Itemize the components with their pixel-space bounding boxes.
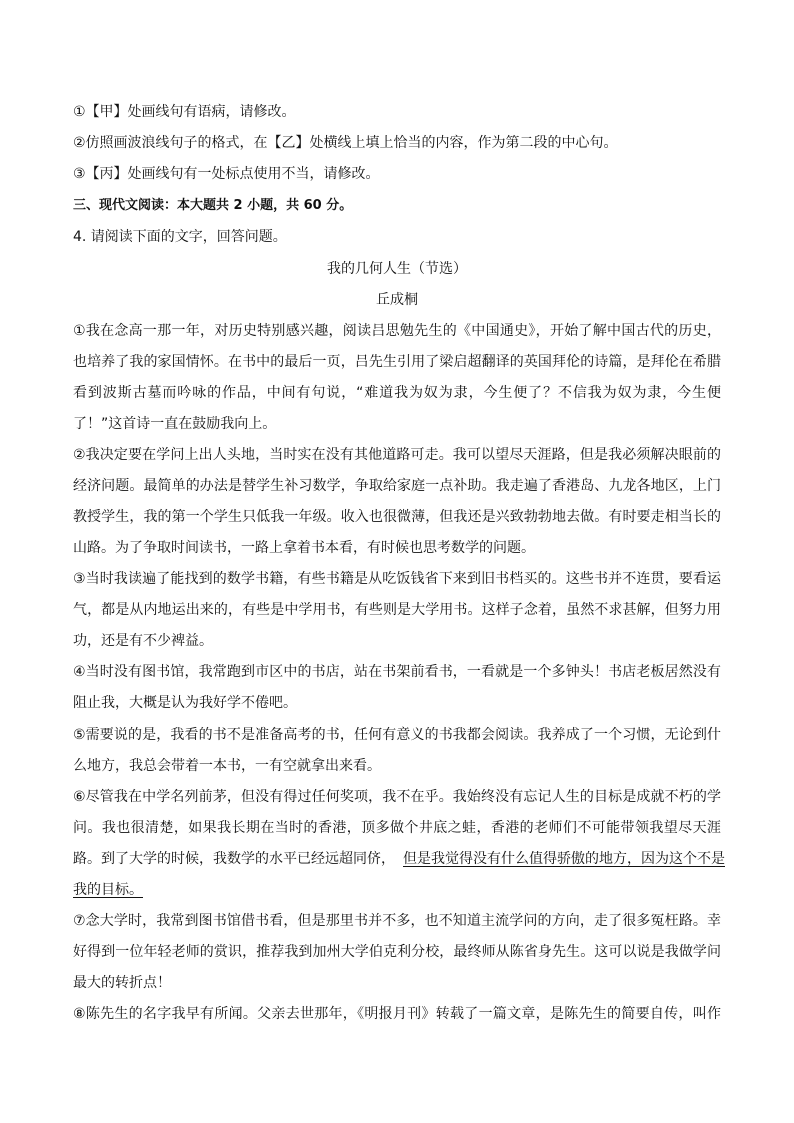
question-3: ③【丙】处画线句有一处标点使用不当，请修改。 bbox=[73, 166, 380, 182]
section-instruction: 4. 请阅读下面的文字，回答问题。 bbox=[73, 229, 287, 245]
paragraph-2-line-3: 教授学生，我的第一个学生只低我一年级。收入也很微薄，但我还是兴致勃勃地去做。有时要走相当长的 bbox=[73, 509, 721, 525]
paragraph-7-line-3: 最大的转折点！ bbox=[73, 975, 171, 991]
paragraph-6-line-4 bbox=[73, 880, 721, 900]
paragraph-3-line-3: 功，还是有不少裨益。 bbox=[73, 633, 213, 649]
paragraph-5-line-2: 么地方，我总会带着一本书，一有空就拿出来看。 bbox=[73, 758, 381, 774]
paragraph-1-line-1: ①我在念高一那一年，对历史特别感兴趣，阅读吕思勉先生的《中国通史》，开始了解中国古代的历史， bbox=[73, 323, 721, 339]
article-author: 丘成桐 bbox=[376, 292, 418, 308]
paragraph-4-line-2: 阻止我，大概是认为我好学不倦吧。 bbox=[73, 695, 297, 711]
paragraph-3-line-2: 气，都是从内地运出来的，有些是中学用书，有些则是大学用书。这样子念着，虽然不求甚解，但努力用 bbox=[73, 602, 721, 618]
paragraph-8-line-1: ⑧陈先生的名字我早有所闻。父亲去世那年，《明报月刊》转载了一篇文章，是陈先生的简要自传，叫作 bbox=[73, 1006, 721, 1022]
paragraph-4-line-1: ④当时没有图书馆，我常跑到市区中的书店，站在书架前看书，一看就是一个多钟头！书店老板居然没有 bbox=[73, 664, 721, 680]
question-2: ②仿照画波浪线句子的格式，在【乙】处横线上填上恰当的内容，作为第二段的中心句。 bbox=[73, 135, 618, 151]
underlined-sentence: 但是我觉得没有什么值得骄傲的地方，因为这个不是 bbox=[403, 851, 725, 867]
paragraph-1-line-3: 看到波斯古墓而吟咏的作品，中间有句说，“难道我为奴为隶，今生便了？不信我为奴为隶，今生便 bbox=[73, 385, 721, 401]
underlined-sentence-end: 我的目标。 bbox=[73, 882, 143, 898]
paragraph-2-line-4: 山路。为了争取时间读书，一路上拿着书本看，有时候也思考数学的问题。 bbox=[73, 540, 535, 556]
question-1: ①【甲】处画线句有语病，请修改。 bbox=[73, 104, 296, 120]
paragraph-7-line-2: 好得到一位年轻老师的赏识，推荐我到加州大学伯克利分校，最终师从陈省身先生。这可以说是我做学问 bbox=[73, 944, 721, 960]
paragraph-3-line-1: ③当时我读遍了能找到的数学书籍，有些书籍是从吃饭钱省下来到旧书档买的。这些书并不连贯，要看运 bbox=[73, 571, 721, 587]
article-title: 我的几何人生（节选） bbox=[327, 261, 467, 277]
paragraph-6-line-1: ⑥尽管我在中学名列前茅，但没有得过任何奖项，我不在乎。我始终没有忘记人生的目标是成就不朽的学 bbox=[73, 789, 721, 805]
paragraph-6-line-3 bbox=[73, 849, 725, 869]
paragraph-1-line-4: 了！”这首诗一直在鼓励我向上。 bbox=[73, 416, 277, 432]
paragraph-6-line-2: 问。我也很清楚，如果我长期在当时的香港，顶多做个井底之蛙，香港的老师们不可能带领我望尽天涯 bbox=[73, 820, 721, 836]
paragraph-2-line-1: ②我决定要在学问上出人头地，当时实在没有其他道路可走。我可以望尽天涯路，但是我必须解决眼前的 bbox=[73, 447, 721, 463]
paragraph-2-line-2: 经济问题。最简单的办法是替学生补习数学，争取给家庭一点补助。我走遍了香港岛、九龙各地区，上门 bbox=[73, 478, 721, 494]
paragraph-7-line-1: ⑦念大学时，我常到图书馆借书看，但是那里书并不多，也不知道主流学问的方向，走了很多冤枉路。幸 bbox=[73, 913, 721, 929]
section-heading: 三、现代文阅读：本大题共 2 小题，共 60 分。 bbox=[73, 198, 353, 213]
paragraph-1-line-2: 也培养了我的家国情怀。在书中的最后一页，吕先生引用了梁启超翻译的英国拜伦的诗篇，是拜伦在希腊 bbox=[73, 354, 721, 370]
paragraph-5-line-1: ⑤需要说的是，我看的书不是准备高考的书，任何有意义的书我都会阅读。我养成了一个习惯，无论到什 bbox=[73, 727, 721, 743]
paragraph-6-line-3-plain: 路。到了大学的时候，我数学的水平已经远超同侪， bbox=[73, 851, 395, 867]
